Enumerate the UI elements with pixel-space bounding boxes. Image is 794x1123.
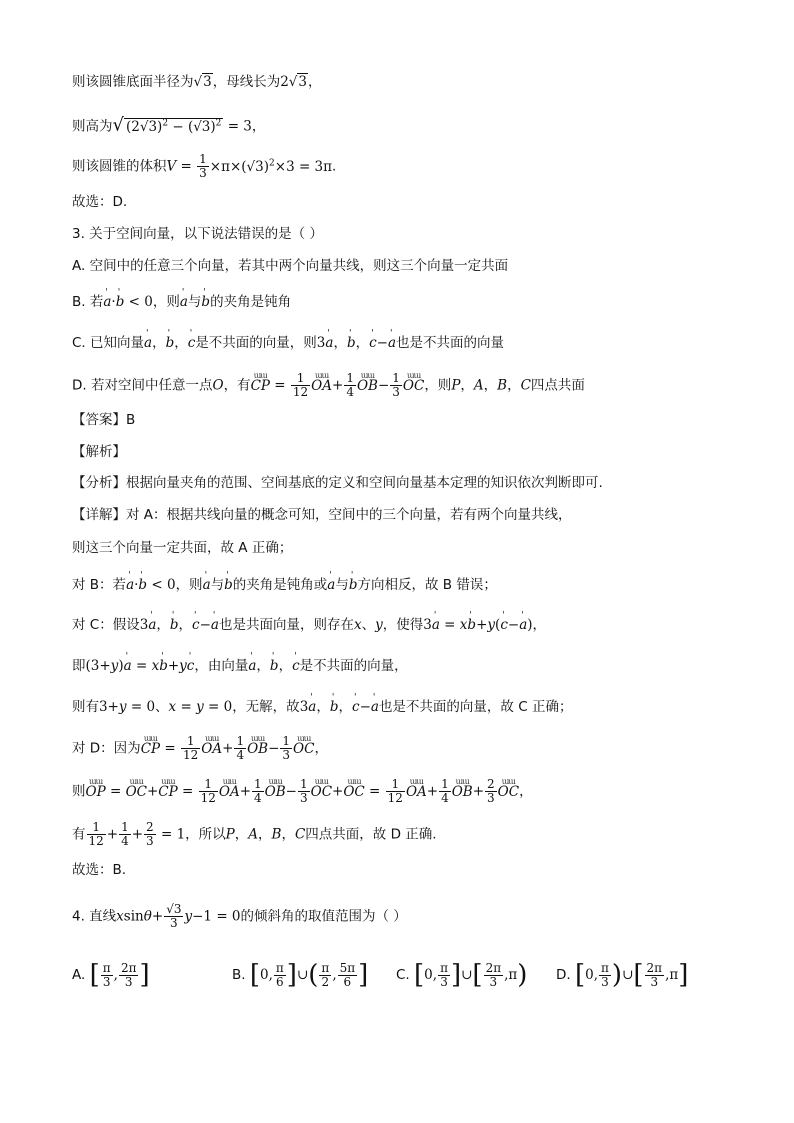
text: 则高为 [72, 118, 113, 135]
text: 与 [210, 577, 225, 593]
question-3: 3. 关于空间向量，以下说法错误的是（ ） [72, 226, 323, 242]
choice-b-line: 故选：B. [72, 862, 127, 878]
height-line: 则高为√ $(2√3)^2 - (√3)^2 = 3$， [72, 114, 266, 136]
text: ，则 [175, 577, 203, 593]
text: C. [396, 967, 410, 983]
text: 的倾斜角的取值范围为（ ） [240, 908, 407, 925]
option-d: D. 若对空间中任意一点O，有ɯɯ CP = $\frac{1}{12}$ ɯɯ OA+ $\frac{1}{4}$ ɯɯ OB− $\frac{1}{3}$ ɯɯ OC，则P，A，B，C四点共面 [72, 372, 752, 399]
text: 即 [72, 658, 86, 674]
detail-d-3: 有 $\frac{1}{12}$ + $\frac{1}{4}$ + $\frac{2}{3}$ = 1，所以P，A，B，C四点共面，故 D 正确. [72, 820, 437, 848]
text: 则 [72, 783, 86, 800]
text: D. 若对空间中任意一点 [72, 377, 213, 394]
q4-option-c: C. [0, $\frac{\pi}{3}$ ]∪[ $\frac{2\pi}{3}$ ,π) [396, 960, 528, 990]
q4-option-a: A. [ $\frac{\pi}{3}$ , $\frac{2\pi}{3}$ ] [72, 960, 150, 990]
text: 也是共面向量，则存在 [218, 617, 354, 633]
analysis-heading: 【解析】 [72, 444, 126, 460]
analysis-summary: 【分析】根据向量夹角的范围、空间基底的定义和空间向量基本定理的知识依次判断即可. [72, 475, 603, 491]
text: ，则 [152, 294, 180, 310]
radius-line: 则该圆锥底面半径为√3，母线长为2√3， [72, 74, 322, 90]
option-c: C. 已知向量' a，' b，' c是不共面的向量，则3' a，' b，' c−' a也是不共面的向量 [72, 333, 752, 353]
detail-c-1: 对 C：假设3' a，' b，' c−' a也是共面向量，则存在x、y，使得3' a = x' b+y(' c−' a)， [72, 615, 752, 635]
text: 4. 直线 [72, 908, 117, 925]
text: ， [308, 74, 322, 90]
text: 四点共面 [530, 377, 585, 394]
option-b: B. 若' a·' b < 0，则' a与' b的夹角是钝角 [72, 292, 752, 312]
text: 与 [335, 577, 349, 593]
text: ，由向量 [194, 658, 249, 674]
text: 与 [187, 294, 202, 310]
text: ，无解，故 [232, 699, 300, 715]
text: 对 C：假设 [72, 617, 140, 633]
text: 对 B：若 [72, 577, 127, 593]
text: 有 [72, 826, 86, 843]
detail-d-2: 则ɯɯ OP = ɯɯ OC+ɯɯ CP = $\frac{1}{12}$ ɯɯ OA+ $\frac{1}{4}$ ɯɯ OB− $\frac{1}{3}$ ɯɯ OC+ɯɯ OC = $\frac{1}{12}$ ɯɯ OA+ $\frac{1}{4}$ ɯɯ OB+ $\frac{2}{3}$ ɯɯ OC， [72, 778, 752, 805]
text: 是不共面的向量， [299, 658, 408, 674]
text: 、 [361, 617, 376, 633]
text: D. [556, 967, 571, 983]
text: 是不共面的向量，则 [195, 335, 317, 351]
text: ，所以 [185, 826, 226, 843]
question-4: 4. 直线xsinθ+ $\frac{√3}{3}$ y−1 = 0的倾斜角的取值范围为（ ） [72, 902, 407, 930]
detail-c-3: 则有3+y = 0、x = y = 0，无解，故3' a，' b，' c−' a也是不共面的向量，故 C 正确； [72, 697, 752, 717]
text: B. [232, 967, 246, 983]
text: 则有 [72, 699, 99, 715]
text: B. 若 [72, 294, 104, 310]
detail-a-1: 【详解】对 A：根据共线向量的概念可知，空间中的三个向量，若有两个向量共线， [72, 507, 572, 523]
text: 对 D：因为 [72, 740, 141, 757]
text: 则该圆锥的体积 [72, 158, 167, 175]
detail-d-1: 对 D：因为ɯɯ CP = $\frac{1}{12}$ ɯɯ OA+ $\frac{1}{4}$ ɯɯ OB− $\frac{1}{3}$ ɯɯ OC， [72, 735, 752, 762]
text: ，母线长为 [212, 74, 281, 90]
detail-a-2: 则这三个向量一定共面，故 A 正确； [72, 540, 293, 556]
text: 也是不共面的向量，故 C 正确； [378, 699, 573, 715]
text: 四点共面，故 D 正确. [305, 826, 437, 843]
text: 则该圆锥底面半径为 [72, 74, 194, 90]
text: C. 已知向量 [72, 335, 145, 351]
text: 也是不共面的向量 [396, 335, 505, 351]
text: 方向相反，故 B 错误； [357, 577, 497, 593]
choice-d-line: 故选：D. [72, 194, 128, 210]
text: ，则 [424, 377, 452, 394]
text: 的夹角是钝角或 [232, 577, 328, 593]
volume-line: 则该圆锥的体积V = $\frac{1}{3}$ $\times\pi\times(√3)^2\times 3 = 3\pi$. [72, 152, 337, 180]
answer: 【答案】B [72, 412, 136, 428]
text: ，使得 [382, 617, 424, 633]
text: 的夹角是钝角 [210, 294, 292, 310]
detail-b: 对 B：若' a·' b < 0，则' a与' b的夹角是钝角或' a与' b方向相反，故 B 错误； [72, 575, 752, 595]
text: ，有 [223, 377, 251, 394]
option-a: A. 空间中的任意三个向量，若其中两个向量共线，则这三个向量一定共面 [72, 258, 509, 274]
detail-c-2: 即(3+y)' a = x' b+y' c，由向量' a，' b，' c是不共面的向量， [72, 656, 752, 676]
q4-option-d: D. [0, $\frac{\pi}{3}$ )∪[ $\frac{2\pi}{3}$ ,π] [556, 960, 689, 990]
text: A. [72, 967, 86, 983]
q4-option-b: B. [0, $\frac{\pi}{6}$ ]∪( $\frac{\pi}{2}$ , $\frac{5\pi}{6}$ ] [232, 960, 369, 990]
